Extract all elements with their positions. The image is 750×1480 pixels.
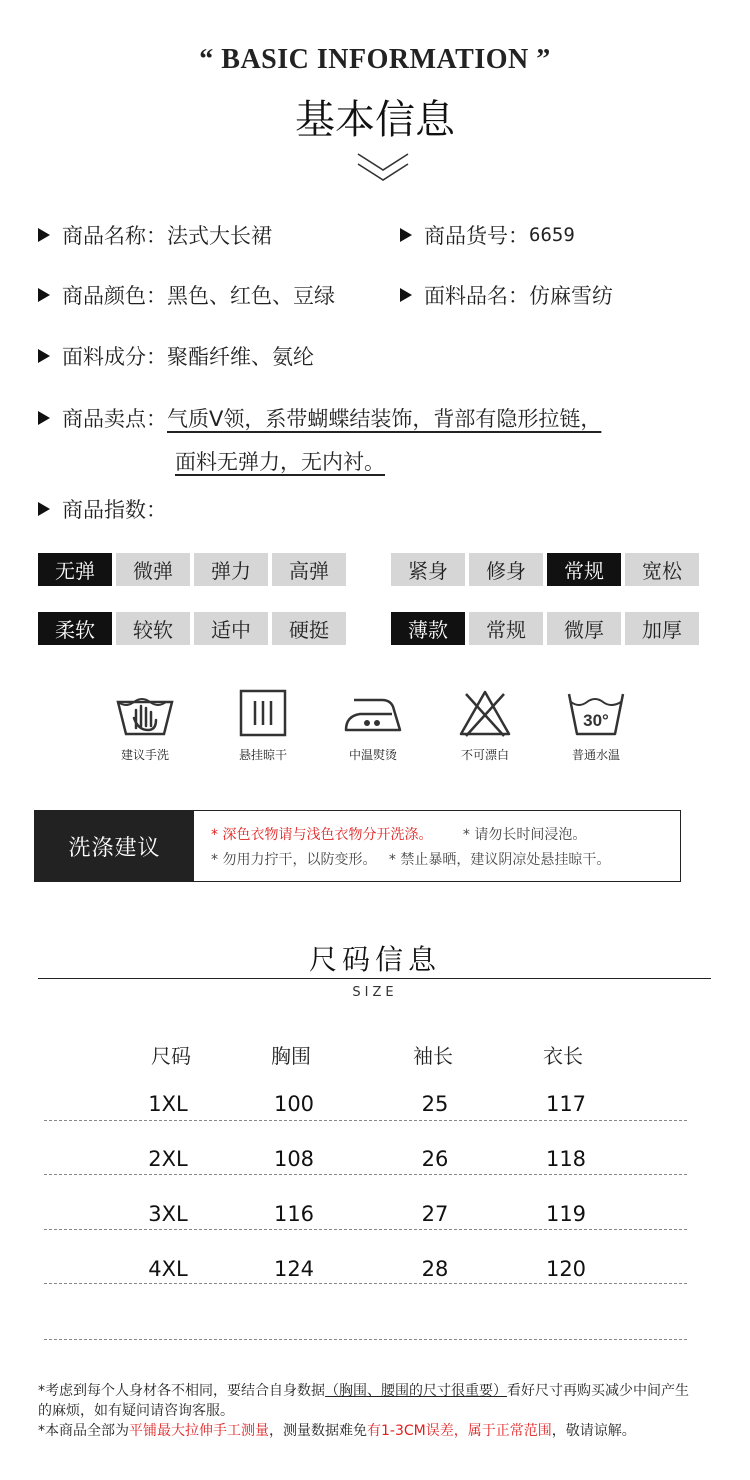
size-header-length: 衣长 <box>543 1044 583 1068</box>
care-iron <box>323 688 423 763</box>
size-title-divider <box>38 978 711 979</box>
row-divider <box>44 1174 687 1175</box>
table-cell: 3XL <box>148 1202 188 1226</box>
info-fabric-name-row <box>400 280 613 310</box>
triangle-bullet-icon <box>38 411 50 425</box>
note-text: 看好尺寸再购买减少中间产生 <box>507 1383 689 1399</box>
size-subtitle: SIZE <box>352 985 398 1000</box>
size-header-chest: 胸围 <box>271 1044 311 1068</box>
table-cell: 108 <box>273 1147 315 1171</box>
table-cell: 118 <box>545 1147 587 1171</box>
table-cell: 1XL <box>148 1092 188 1116</box>
triangle-bullet-icon <box>400 288 412 302</box>
care-no-bleach <box>435 688 535 763</box>
table-cell: 2XL <box>148 1147 188 1171</box>
info-color-row <box>38 280 335 310</box>
info-selling-row <box>38 403 601 433</box>
chip-fit-1: 修身 <box>469 553 543 586</box>
row-divider <box>44 1339 687 1340</box>
table-cell: 120 <box>545 1257 587 1281</box>
wash-tip-1: * 深色衣物请与浅色衣物分开洗涤。 <box>211 827 433 843</box>
size-header-sleeve: 袖长 <box>413 1044 453 1068</box>
triangle-bullet-icon <box>38 502 50 516</box>
info-color-value: 黑色、红色、豆绿 <box>167 284 335 308</box>
row-divider <box>44 1229 687 1230</box>
note-text: ，测量数据难免 <box>269 1423 367 1439</box>
note-red: 平铺最大拉伸手工测量 <box>129 1423 269 1439</box>
size-title: 尺码信息 <box>308 943 441 976</box>
chip-elasticity-1: 微弹 <box>116 553 190 586</box>
care-hand-wash <box>95 688 195 763</box>
care-iron-label: 中温熨烫 <box>348 748 397 762</box>
chip-softness-1: 较软 <box>116 612 190 645</box>
note-text: *本商品全部为 <box>38 1423 129 1439</box>
info-selling-line1: 气质V领，系带蝴蝶结装饰，背部有隐形拉链， <box>167 407 602 431</box>
chip-fit-3: 宽松 <box>625 553 699 586</box>
table-cell: 27 <box>421 1202 449 1226</box>
triangle-bullet-icon <box>38 228 50 242</box>
table-cell: 26 <box>421 1147 449 1171</box>
table-cell: 4XL <box>148 1257 188 1281</box>
table-cell: 116 <box>273 1202 315 1226</box>
wash-tip-4: * 禁止暴晒，建议阴凉处悬挂晾干。 <box>388 852 611 868</box>
info-name-row <box>38 220 272 250</box>
info-fabric-name-label: 面料品名： <box>424 284 529 308</box>
elasticity-chips <box>38 553 346 586</box>
chip-thickness-2: 微厚 <box>547 612 621 645</box>
info-index-label: 商品指数： <box>62 498 167 522</box>
wash-advice-title: 洗涤建议 <box>35 811 194 881</box>
info-name-label: 商品名称： <box>62 224 167 248</box>
header-title-en: “ BASIC INFORMATION ” <box>199 44 551 75</box>
triangle-bullet-icon <box>400 228 412 242</box>
chip-fit-0: 紧身 <box>391 553 465 586</box>
fit-chips <box>391 553 699 586</box>
info-fabric-name-value: 仿麻雪纺 <box>529 284 613 308</box>
chip-elasticity-2: 弹力 <box>194 553 268 586</box>
iron-medium-icon <box>342 688 404 738</box>
header-title-cn: 基本信息 <box>295 97 455 143</box>
care-hand-wash-label: 建议手洗 <box>120 748 169 762</box>
care-water-temp <box>546 688 646 763</box>
chip-thickness-3: 加厚 <box>625 612 699 645</box>
row-divider <box>44 1283 687 1284</box>
table-cell: 119 <box>545 1202 587 1226</box>
info-color-label: 商品颜色： <box>62 284 167 308</box>
chip-softness-3: 硬挺 <box>272 612 346 645</box>
info-selling-label: 商品卖点： <box>62 407 167 431</box>
table-cell: 25 <box>421 1092 449 1116</box>
chip-thickness-0: 薄款 <box>391 612 465 645</box>
info-code-value: 6659 <box>529 224 575 246</box>
wash-tip-3: * 勿用力拧干，以防变形。 <box>211 852 377 868</box>
wash-temp-text: 30° <box>583 711 609 730</box>
info-name-value: 法式大长裙 <box>167 224 272 248</box>
wash-30-icon <box>565 688 627 738</box>
wash-tip-2: * 请勿长时间浸泡。 <box>462 827 587 843</box>
wash-tips-line2 <box>211 849 610 869</box>
care-no-bleach-label: 不可漂白 <box>460 748 509 762</box>
note-text: ，敬请谅解。 <box>551 1423 636 1439</box>
no-bleach-icon <box>458 688 512 738</box>
triangle-bullet-icon <box>38 349 50 363</box>
info-composition-row <box>38 341 314 371</box>
info-composition-value: 聚酯纤维、氨纶 <box>167 345 314 369</box>
note-underlined: （胸围、腰围的尺寸很重要） <box>325 1383 507 1399</box>
table-cell: 28 <box>421 1257 449 1281</box>
info-index-row <box>38 494 167 524</box>
note-text: *考虑到每个人身材各不相同，要结合自身数据 <box>38 1383 325 1399</box>
info-composition-label: 面料成分： <box>62 345 167 369</box>
hang-dry-icon <box>238 688 288 738</box>
note-red: 有1-3CM误差，属于正常范围 <box>367 1423 552 1439</box>
hand-wash-icon <box>114 688 176 738</box>
row-divider <box>44 1120 687 1121</box>
chip-softness-2: 适中 <box>194 612 268 645</box>
chip-thickness-1: 常规 <box>469 612 543 645</box>
chip-elasticity-0: 无弹 <box>38 553 112 586</box>
size-note-line2: 的麻烦，如有疑问请咨询客服。 <box>38 1403 234 1419</box>
info-code-row <box>400 220 575 250</box>
triangle-bullet-icon <box>38 288 50 302</box>
wash-tips-line1 <box>211 824 586 844</box>
care-hang-dry <box>213 688 313 763</box>
chip-softness-0: 柔软 <box>38 612 112 645</box>
wash-advice-box <box>34 810 681 882</box>
softness-chips <box>38 612 346 645</box>
care-water-temp-label: 普通水温 <box>571 748 620 762</box>
chip-elasticity-3: 高弹 <box>272 553 346 586</box>
chevron-down-icon <box>355 150 411 184</box>
info-selling-line2: 面料无弹力，无内衬。 <box>175 450 385 474</box>
table-cell: 117 <box>545 1092 587 1116</box>
thickness-chips <box>391 612 699 645</box>
size-note-line3 <box>38 1420 636 1440</box>
table-cell: 124 <box>273 1257 315 1281</box>
care-hang-dry-label: 悬挂晾干 <box>238 748 287 762</box>
table-cell: 100 <box>273 1092 315 1116</box>
size-header-size: 尺码 <box>151 1044 191 1068</box>
size-note-line1 <box>38 1380 689 1400</box>
chip-fit-2: 常规 <box>547 553 621 586</box>
info-code-label: 商品货号： <box>424 224 529 248</box>
